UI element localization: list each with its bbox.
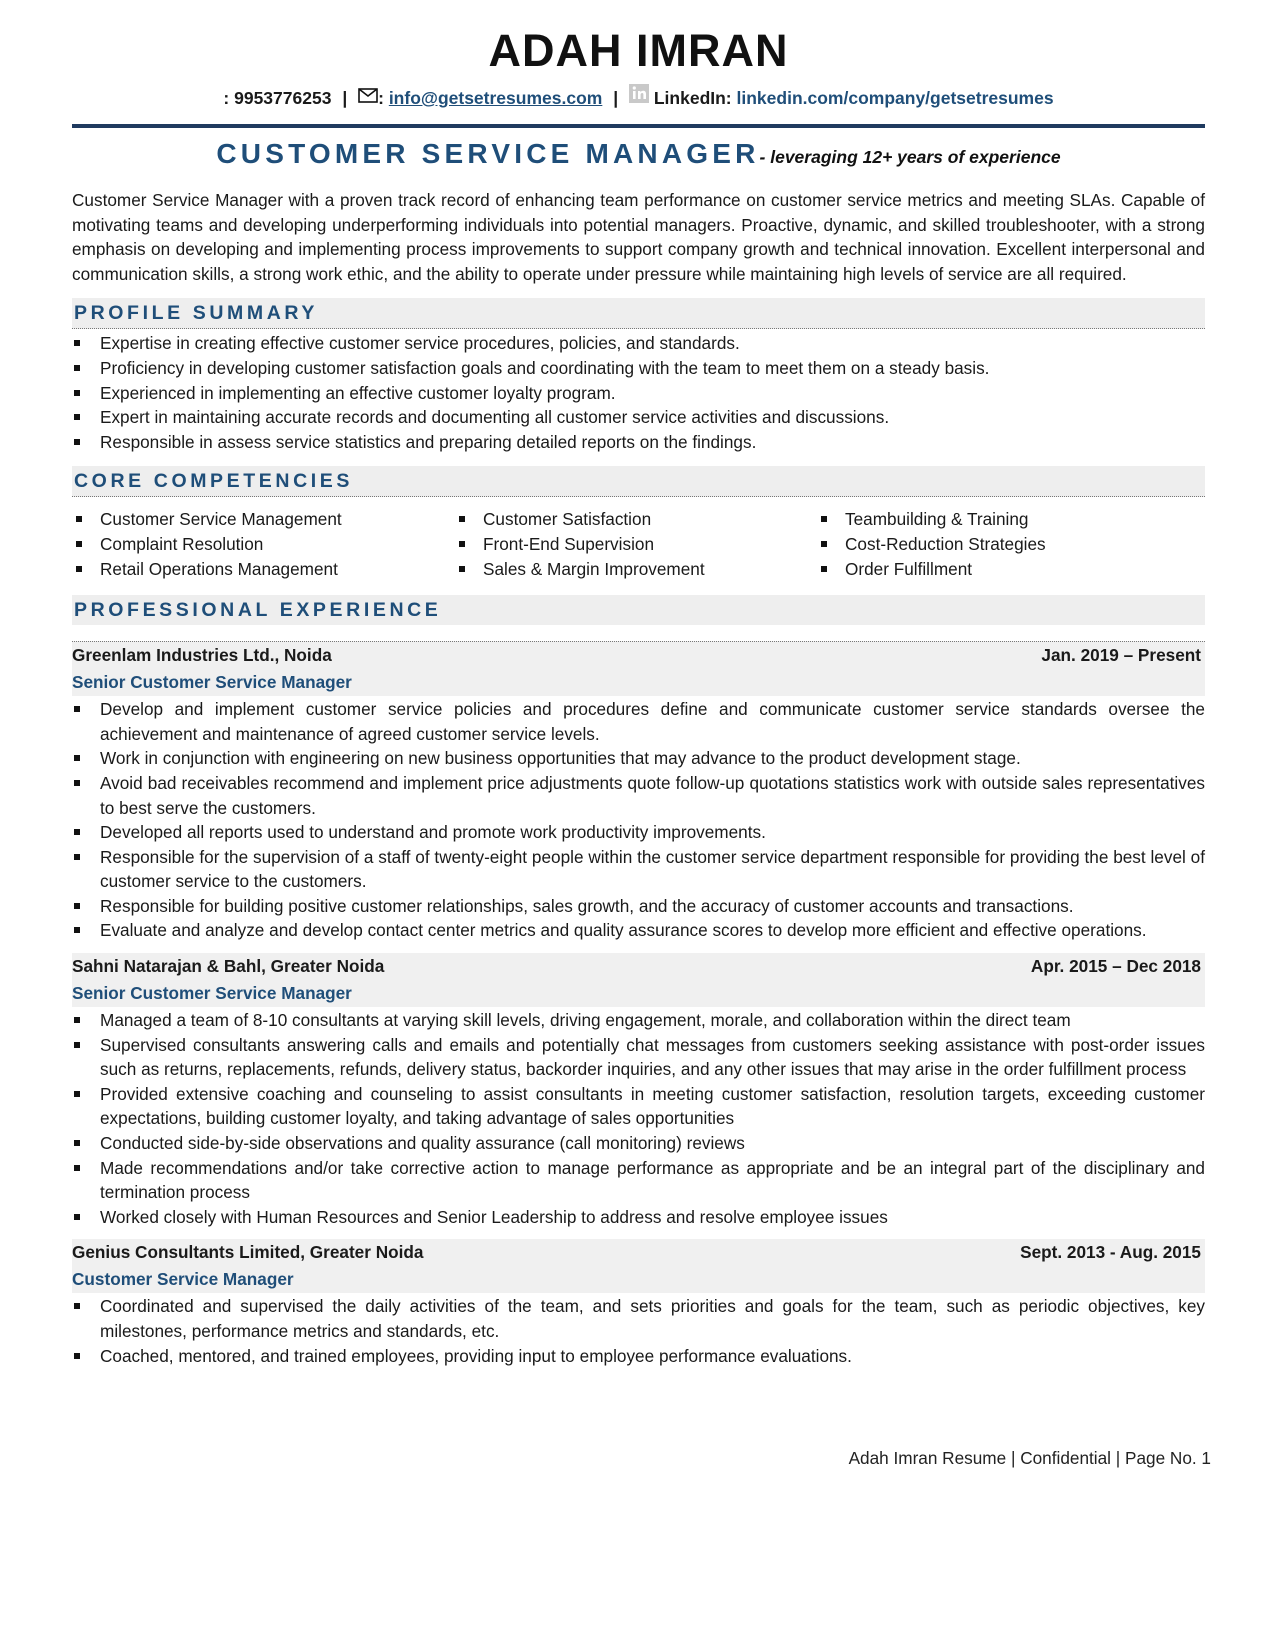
list-item: Cost-Reduction Strategies [817,532,1046,557]
section-header-core-competencies: CORE COMPETENCIES [72,466,1205,497]
linkedin-label: LinkedIn: [653,88,732,108]
job-dates: Sept. 2013 - Aug. 2015 [1020,1242,1201,1263]
linkedin-link[interactable]: linkedin.com/company/getsetresumes [736,88,1054,108]
job-dates: Apr. 2015 – Dec 2018 [1030,956,1201,977]
list-item: Teambuilding & Training [817,507,1046,532]
separator: | [342,88,348,108]
job-role: Senior Customer Service Manager [72,672,352,693]
list-item: Expert in maintaining accurate records and documenting all customer service activities and discussions. [72,405,1205,430]
competencies-column [455,507,817,581]
list-item: Conducted side-by-side observations and quality assurance (call monitoring) reviews [72,1131,1205,1156]
list-item: Worked closely with Human Resources and Senior Leadership to address and resolve employee issues [72,1205,1205,1230]
list-item: Order Fulfillment [817,557,1046,582]
list-item: Front-End Supervision [455,532,817,557]
linkedin-icon [629,84,649,111]
email-link[interactable]: info@getsetresumes.com [388,88,603,108]
resume-page [72,0,1205,1368]
job-dates: Jan. 2019 – Present [1041,645,1201,666]
list-item: Retail Operations Management [72,557,455,582]
list-item: Coached, mentored, and trained employees, providing input to employee performance evaluations. [72,1344,1205,1369]
candidate-name: ADAH IMRAN [488,25,789,76]
header-rule [72,124,1205,128]
job-header [72,1239,1205,1293]
list-item: Experienced in implementing an effective customer loyalty program. [72,381,1205,406]
page-footer: Adah Imran Resume | Confidential | Page No. 1 [848,1448,1211,1468]
headline-tagline: - leveraging 12+ years of experience [759,147,1061,167]
job-bullets [72,1008,1205,1229]
list-item: Customer Satisfaction [455,507,817,532]
list-item: Avoid bad receivables recommend and implement price adjustments quote follow-up quotations statistics work with outside sales representatives to best serve the customers. [72,771,1205,820]
job-header [72,641,1205,696]
summary-paragraph: Customer Service Manager with a proven track record of enhancing team performance on customer service metrics and meeting SLAs. Capable of motivating teams and developing underperforming individuals into potential managers. Proactive, dynamic, and skilled troubleshooter, with a strong emphasis on developing and implementing process improvements to support company growth and technical innovation. Excellent interpersonal and communication skills, a strong work ethic, and the ability to operate under pressure while maintaining high levels of service are all required. [72,190,1205,284]
profile-summary-list [72,331,1205,454]
list-item: Sales & Margin Improvement [455,557,817,582]
list-item: Expertise in creating effective customer service procedures, policies, and standards. [72,331,1205,356]
company-name: Greenlam Industries Ltd., Noida [72,645,332,666]
list-item: Develop and implement customer service policies and procedures define and communicate customer service standards oversee the achievement and maintenance of agreed customer service levels. [72,697,1205,746]
envelope-icon [358,84,378,111]
list-item: Responsible for building positive customer relationships, sales growth, and the accuracy of customer accounts and transactions. [72,894,1205,919]
list-item: Proficiency in developing customer satisfaction goals and coordinating with the team to meet them on a steady basis. [72,356,1205,381]
section-header-profile-summary: PROFILE SUMMARY [72,298,1205,329]
company-name: Genius Consultants Limited, Greater Noida [72,1242,424,1263]
job-title: CUSTOMER SERVICE MANAGER [216,138,760,169]
list-item: Coordinated and supervised the daily activities of the team, and sets priorities and goals for the team, such as periodic objectives, key milestones, performance metrics and standards, etc. [72,1294,1205,1343]
list-item: Responsible for the supervision of a staff of twenty-eight people within the customer service department responsible for providing the best level of customer service to the customers. [72,845,1205,894]
list-item: Complaint Resolution [72,532,455,557]
list-item: Work in conjunction with engineering on new business opportunities that may advance to the product development stage. [72,746,1205,771]
separator: | [613,88,619,108]
headline [72,136,1205,172]
job-header [72,953,1205,1007]
competencies-grid [72,507,1205,581]
job-bullets [72,1294,1205,1368]
list-item: Made recommendations and/or take corrective action to manage performance as appropriate and be an integral part of the disciplinary and termination process [72,1156,1205,1205]
list-item: Customer Service Management [72,507,455,532]
phone-number: : 9953776253 [223,88,332,108]
competencies-column [72,507,455,581]
job-role: Senior Customer Service Manager [72,983,352,1004]
list-item: Responsible in assess service statistics and preparing detailed reports on the findings. [72,430,1205,455]
job-role: Customer Service Manager [72,1269,294,1290]
contact-line: : 9953776253 | : info@getsetresumes.com | LinkedIn: linkedin.com/company/getsetresumes [72,84,1205,112]
competencies-column [817,507,1046,581]
list-item: Provided extensive coaching and counseling to assist consultants in meeting customer satisfaction, resolution targets, exceeding customer expectations, building customer loyalty, and taking advantage of sales opportunities [72,1082,1205,1131]
list-item: Managed a team of 8-10 consultants at varying skill levels, driving engagement, morale, and collaboration within the direct team [72,1008,1205,1033]
job-bullets [72,697,1205,943]
company-name: Sahni Natarajan & Bahl, Greater Noida [72,956,385,977]
list-item: Supervised consultants answering calls and emails and potentially chat messages from customers seeking assistance with post-order issues such as returns, replacements, refunds, delivery status, backorder inquiries, and any other issues that may arise in the order fulfillment process [72,1033,1205,1082]
list-item: Developed all reports used to understand and promote work productivity improvements. [72,820,1205,845]
list-item: Evaluate and analyze and develop contact center metrics and quality assurance scores to develop more efficient and effective operations. [72,918,1205,943]
section-header-professional-experience: PROFESSIONAL EXPERIENCE [72,595,1205,625]
